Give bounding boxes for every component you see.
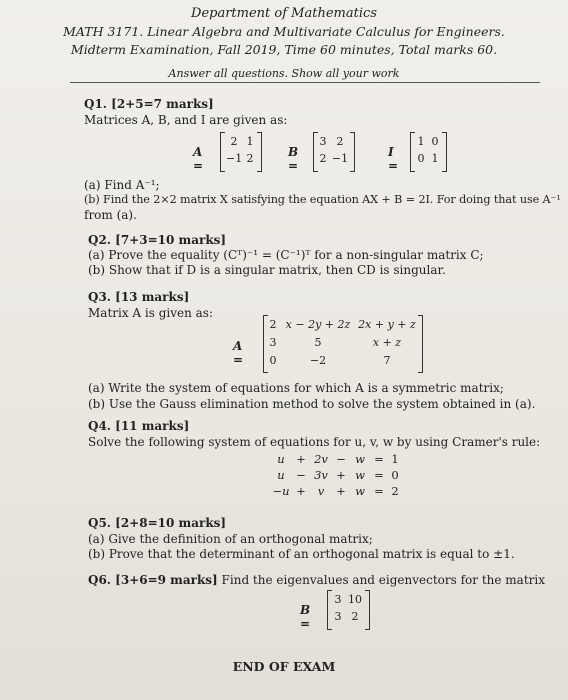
eq-rhs: 0	[391, 468, 399, 482]
matrix-a-label: A =	[193, 145, 204, 173]
matrix-b-label: B =	[288, 145, 299, 173]
eq-term: u	[277, 468, 285, 482]
matrix-b-label: B =	[300, 603, 311, 631]
eq-op: =	[374, 468, 384, 482]
eq-term: −u	[272, 484, 290, 498]
matrix-cell: 0	[417, 152, 425, 165]
header-rule	[70, 82, 540, 83]
eq-op: +	[336, 468, 346, 482]
eq-op: +	[296, 484, 306, 498]
matrix-cell: 1	[431, 152, 439, 165]
matrix-cell: 2	[319, 152, 327, 165]
q1-title: Q1. [2+5=7 marks]	[84, 97, 214, 111]
q1-part-b-cont: from (a).	[84, 208, 137, 222]
matrix-cell: 0	[431, 135, 439, 148]
matrix-cell: 2	[230, 135, 238, 148]
matrix-cell: x + z	[372, 336, 402, 349]
matrix-a-label: A =	[233, 339, 244, 367]
q1-part-b: (b) Find the 2×2 matrix X satisfying the equation AX + B = 2I. For doing that use A⁻¹	[84, 193, 561, 206]
q6-title: Q6. [3+6=9 marks]	[88, 573, 218, 587]
course-title: MATH 3171. Linear Algebra and Multivariate Calculus for Engineers.	[63, 24, 505, 39]
end-of-exam: END OF EXAM	[232, 659, 336, 674]
bracket-right	[442, 132, 447, 172]
eq-term: 3v	[314, 468, 328, 482]
eq-term: v	[317, 484, 325, 498]
q3-intro: Matrix A is given as:	[88, 306, 214, 320]
matrix-cell: 10	[348, 593, 362, 606]
bracket-right	[257, 132, 262, 172]
bracket-right	[418, 315, 423, 373]
matrix-cell: 7	[383, 354, 391, 367]
matrix-cell: 3	[319, 135, 327, 148]
eq-term: w	[355, 484, 365, 498]
eq-rhs: 2	[391, 484, 399, 498]
q5-part-b: (b) Prove that the determinant of an orthogonal matrix is equal to ±1.	[88, 547, 515, 561]
q4-equation-system	[270, 452, 410, 502]
q3-part-b: (b) Use the Gauss elimination method to solve the system obtained in (a).	[88, 397, 536, 411]
bracket-right	[365, 590, 370, 630]
q5-part-a: (a) Give the definition of an orthogonal matrix;	[88, 532, 373, 546]
q2-title: Q2. [7+3=10 marks]	[88, 233, 227, 247]
matrix-cell: 2	[351, 610, 359, 623]
q5-title: Q5. [2+8=10 marks]	[88, 516, 227, 530]
bracket-right	[350, 132, 355, 172]
eq-term: 2v	[314, 452, 328, 466]
eq-rhs: 1	[391, 452, 399, 466]
eq-term: u	[277, 452, 285, 466]
matrix-cell: 2	[336, 135, 344, 148]
q1-intro: Matrices A, B, and I are given as:	[84, 113, 288, 127]
department-title: Department of Mathematics	[191, 6, 377, 21]
matrix-cell: 3	[334, 593, 342, 606]
q2-part-a: (a) Prove the equality (Cᵀ)⁻¹ = (C⁻¹)ᵀ for a non-singular matrix C;	[88, 248, 484, 262]
eq-op: −	[336, 452, 346, 466]
q1-part-a: (a) Find A⁻¹;	[84, 178, 160, 192]
bracket-left	[220, 132, 225, 172]
matrix-cell: x − 2y + 2z	[285, 318, 351, 331]
matrix-cell: −1	[226, 152, 243, 165]
exam-info: Midterm Examination, Fall 2019, Time 60 minutes, Total marks 60.	[70, 42, 498, 57]
eq-op: −	[296, 468, 306, 482]
matrix-cell: 2x + y + z	[358, 318, 416, 331]
q4-title: Q4. [11 marks]	[88, 419, 190, 433]
eq-op: =	[374, 452, 384, 466]
eq-op: =	[374, 484, 384, 498]
eq-term: w	[355, 468, 365, 482]
matrix-cell: 3	[269, 336, 277, 349]
instructions: Answer all questions. Show all your work	[168, 67, 400, 80]
matrix-i-label: I =	[388, 145, 399, 173]
eq-op: +	[296, 452, 306, 466]
eq-term: w	[355, 452, 365, 466]
q3-part-a: (a) Write the system of equations for which A is a symmetric matrix;	[88, 381, 504, 395]
q4-intro: Solve the following system of equations for u, v, w by using Cramer's rule:	[88, 435, 541, 449]
q6-text: Find the eigenvalues and eigenvectors for the matrix	[221, 573, 545, 587]
q2-part-b: (b) Show that if D is a singular matrix, then CD is singular.	[88, 263, 446, 277]
matrix-cell: 1	[246, 135, 254, 148]
q3-title: Q3. [13 marks]	[88, 290, 190, 304]
matrix-cell: 1	[417, 135, 425, 148]
matrix-cell: 5	[314, 336, 322, 349]
matrix-cell: 0	[269, 354, 277, 367]
matrix-cell: −1	[331, 152, 349, 165]
matrix-cell: 3	[334, 610, 342, 623]
matrix-cell: 2	[269, 318, 277, 331]
matrix-cell: 2	[246, 152, 254, 165]
matrix-cell: −2	[309, 354, 327, 367]
q6-line	[88, 573, 545, 587]
eq-op: +	[336, 484, 346, 498]
